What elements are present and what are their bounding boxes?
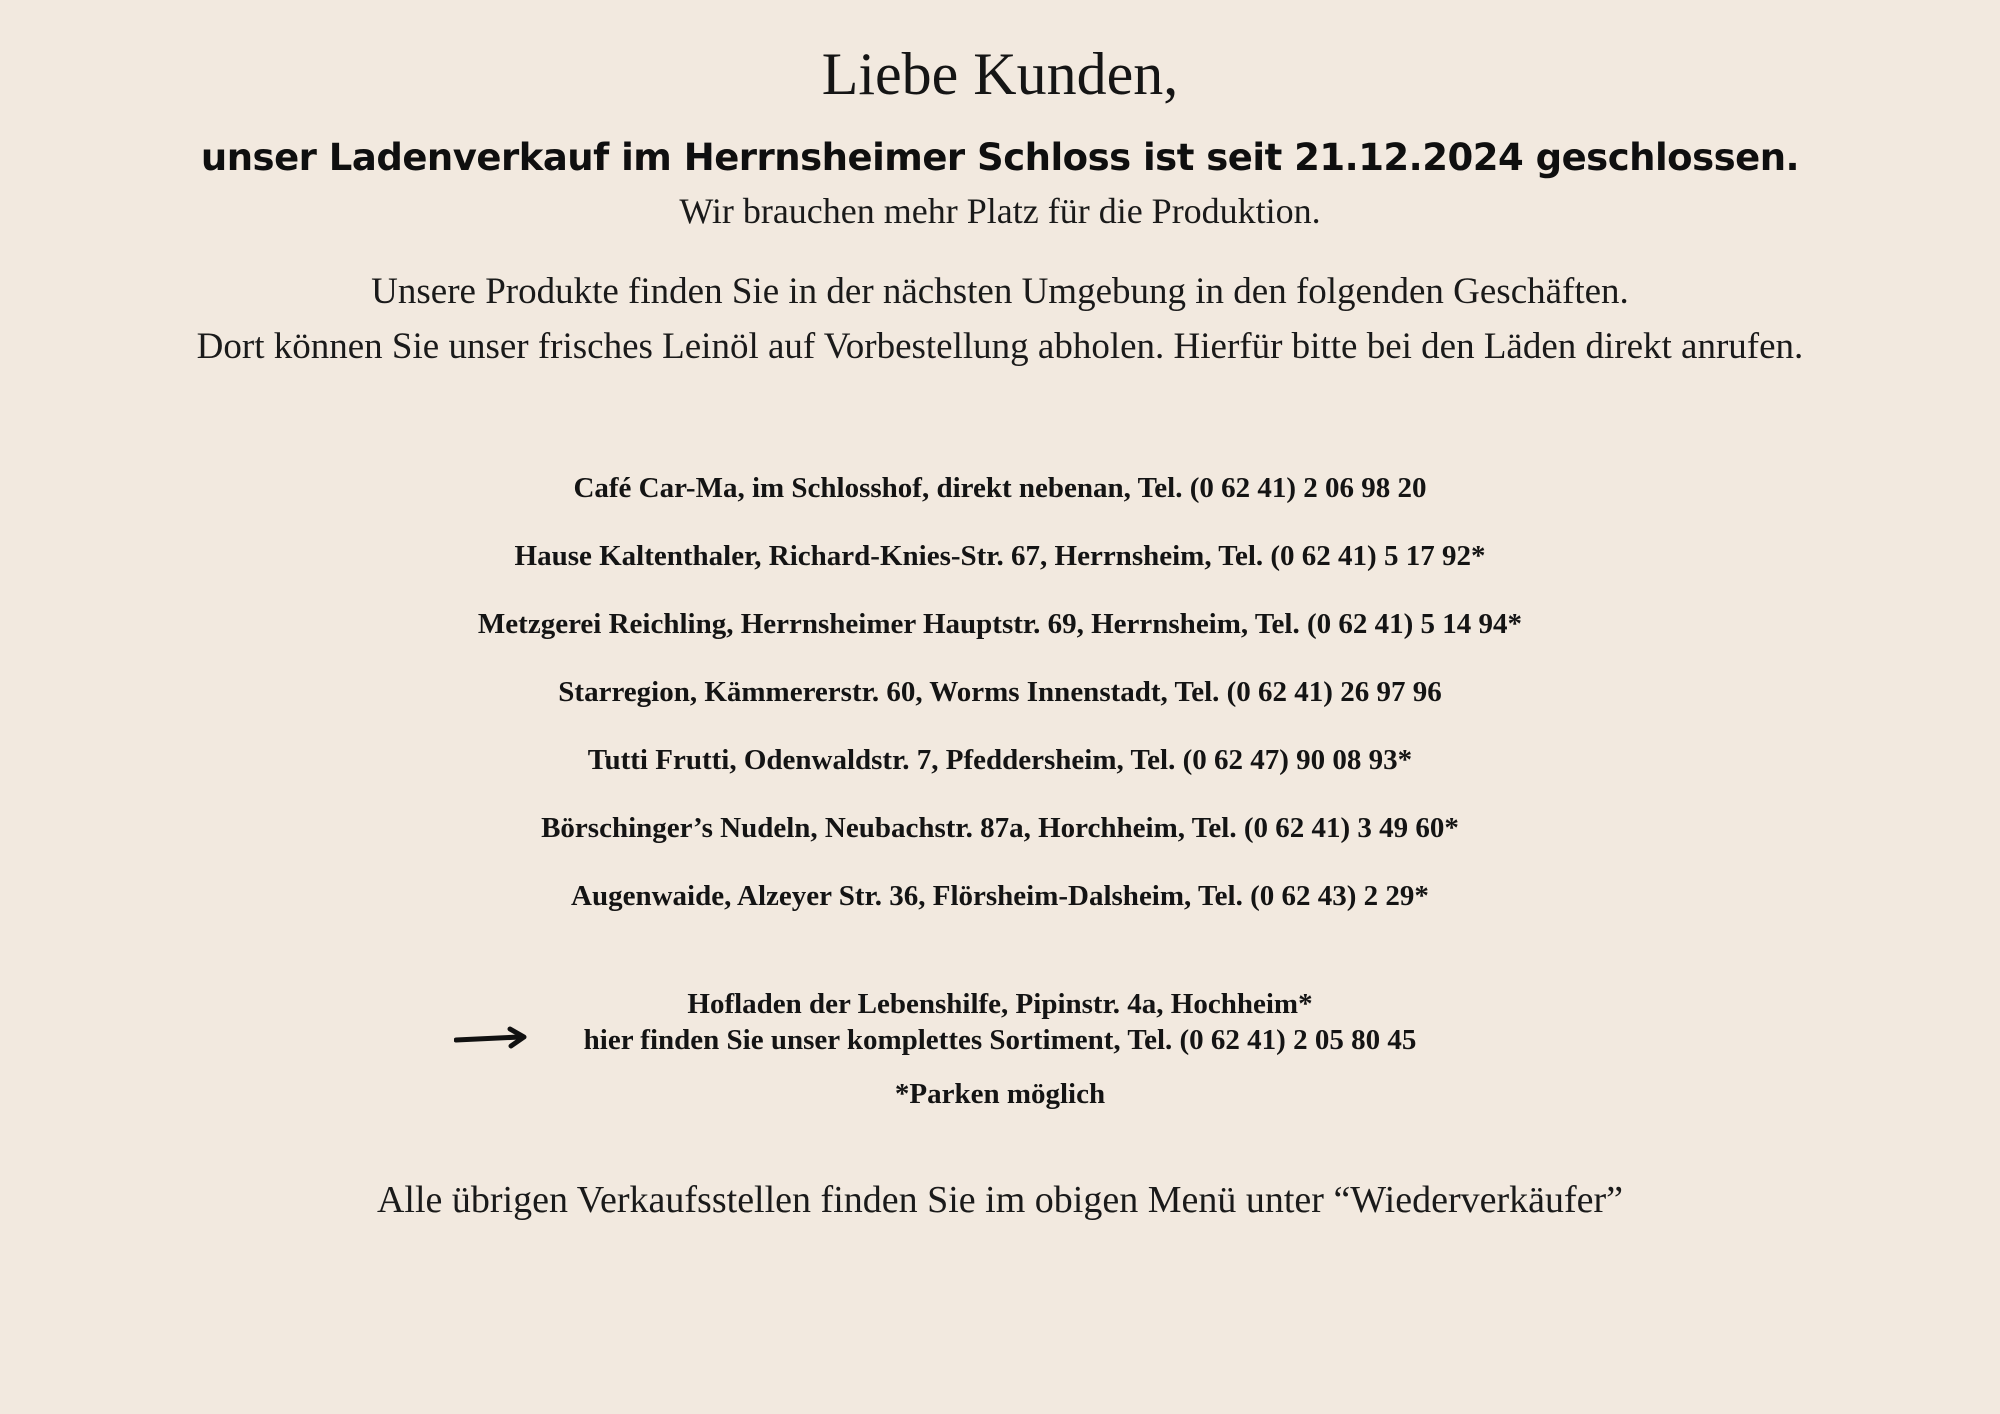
greeting-heading: Liebe Kunden, (821, 41, 1179, 107)
shop-entry-metzgerei-reichling: Metzgerei Reichling, Herrnsheimer Hauptstr. 69, Herrnsheim, Tel. (0 62 41) 5 14 94* (477, 608, 1523, 640)
shop-entry-boerschingers-nudeln: Börschinger’s Nudeln, Neubachstr. 87a, Horchheim, Tel. (0 62 41) 3 49 60* (541, 812, 1459, 844)
intro-text-line-2: Dort können Sie unser frisches Leinöl auf Vorbestellung abholen. Hierfür bitte bei den Läden direkt anrufen. (196, 326, 1804, 367)
shop-entry-augenwaide: Augenwaide, Alzeyer Str. 36, Flörsheim-Dalsheim, Tel. (0 62 43) 2 29* (571, 880, 1429, 912)
hofladen-name: Hofladen der Lebenshilfe, Pipinstr. 4a, Hochheim* (687, 988, 1313, 1020)
shop-entry-cafe-car-ma: Café Car-Ma, im Schlosshof, direkt nebenan, Tel. (0 62 41) 2 06 98 20 (573, 472, 1427, 504)
intro-text-line-1: Unsere Produkte finden Sie in der nächsten Umgebung in den folgenden Geschäften. (371, 271, 1629, 312)
shop-entry-starregion: Starregion, Kämmererstr. 60, Worms Innenstadt, Tel. (0 62 41) 26 97 96 (558, 676, 1442, 708)
outro-text: Alle übrigen Verkaufsstellen finden Sie im obigen Menü unter “Wiederverkäufer” (376, 1179, 1624, 1221)
closure-announcement: unser Ladenverkauf im Herrnsheimer Schloss ist seit 21.12.2024 geschlossen. (200, 136, 1800, 179)
hofladen-description: hier finden Sie unser komplettes Sortiment, Tel. (0 62 41) 2 05 80 45 (583, 1024, 1417, 1056)
parking-note: *Parken möglich (894, 1078, 1106, 1110)
shop-entry-kaltenthaler: Hause Kaltenthaler, Richard-Knies-Str. 67, Herrnsheim, Tel. (0 62 41) 5 17 92* (514, 540, 1486, 572)
closure-reason: Wir brauchen mehr Platz für die Produktion. (679, 191, 1321, 231)
shop-entry-tutti-frutti: Tutti Frutti, Odenwaldstr. 7, Pfeddersheim, Tel. (0 62 47) 90 08 93* (587, 744, 1413, 776)
